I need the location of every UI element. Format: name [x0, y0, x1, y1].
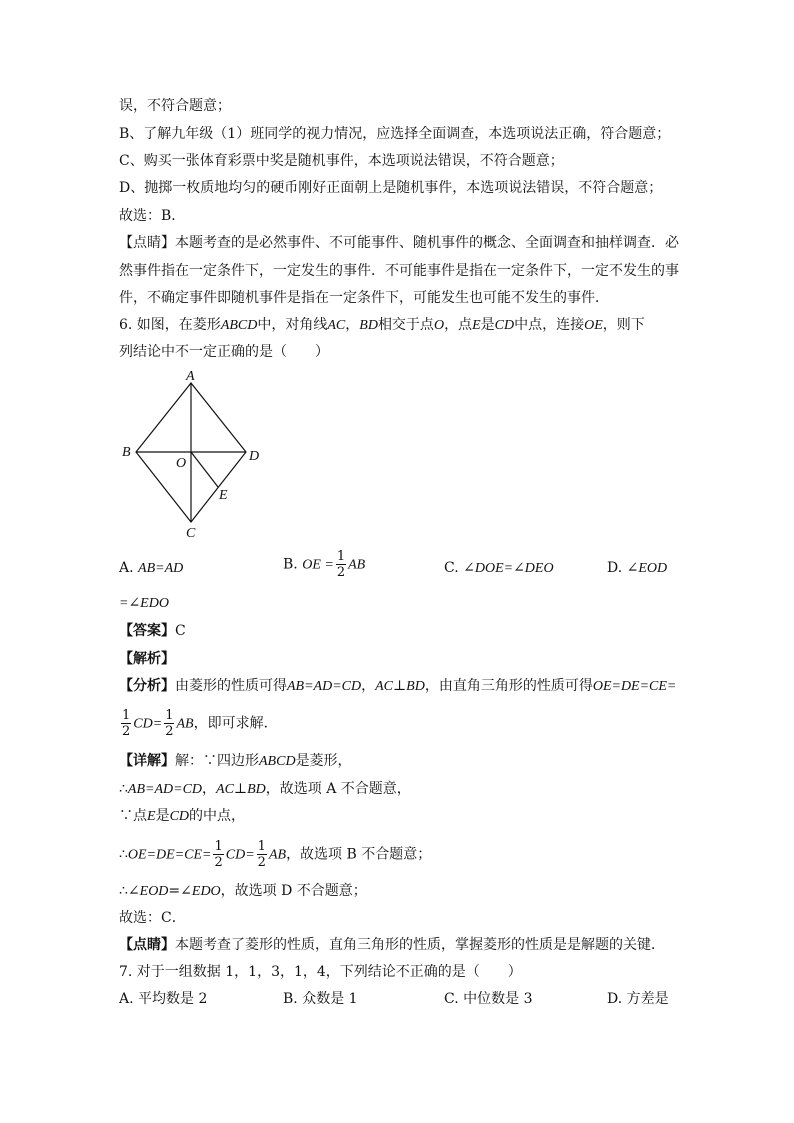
math: AB: [176, 716, 194, 732]
xiangjie-line-2: [119, 779, 411, 800]
option-b: [283, 550, 365, 579]
option-text: ∠EOD: [626, 561, 668, 576]
math: ABCD: [259, 754, 296, 769]
label-o: O: [176, 456, 187, 471]
xiangjie-line-3: [119, 806, 245, 827]
numerator: 1: [214, 839, 223, 854]
fraction: [213, 840, 223, 869]
label-d: D: [249, 449, 260, 464]
text: ，: [345, 317, 360, 333]
label-b: B: [122, 445, 131, 460]
option-text: AB=AD: [138, 561, 184, 576]
text: ∴: [119, 781, 128, 797]
text-line: D、抛掷一枚质地均匀的硬币刚好正面朝上是随机事件，本选项说法错误，不符合题意；: [119, 180, 663, 196]
text: ，故选项 D 不合题意；: [220, 883, 367, 899]
xiangjie-line-6: 故选：C．: [119, 910, 186, 926]
numerator: 1: [165, 708, 174, 723]
label-a: A: [186, 369, 195, 384]
text-line: C、购买一张体育彩票中奖是随机事件，本选项说法错误，不符合题意；: [119, 153, 564, 169]
text: ，故选项 B 不合题意；: [286, 846, 432, 863]
option-a: [119, 558, 183, 579]
analysis-tag: 【解析】: [119, 651, 175, 667]
denominator: 2: [165, 724, 174, 739]
math: O: [433, 318, 445, 333]
xiangjie-tag: 【详解】: [119, 753, 175, 769]
math: AB=AD=CD: [127, 782, 203, 797]
dianjing-line: [119, 935, 665, 955]
option-d-continued: =∠EDO: [119, 596, 169, 611]
denominator: 2: [257, 855, 266, 870]
xiangjie-line-1: [119, 751, 352, 772]
option-label: C.: [444, 560, 459, 576]
text: 6. 如图，在菱形: [119, 317, 221, 333]
text: ，: [202, 781, 217, 797]
text: 解：∵四边形: [175, 753, 259, 769]
text: ∴∠: [119, 883, 140, 899]
math: AC: [327, 318, 346, 333]
option-text: ∠DOE=∠DEO: [463, 561, 554, 576]
denominator: 2: [214, 855, 223, 870]
question-6-stem-2: 列结论中不一定正确的是（ ）: [119, 344, 329, 360]
rhombus-figure: [115, 365, 275, 545]
question-6-stem: [119, 315, 645, 336]
math: EDO: [191, 884, 221, 899]
math: ABCD: [220, 318, 258, 333]
question-7-stem: 7. 对于一组数据 1，1，3，1，4，下列结论不正确的是（ ）: [119, 964, 522, 980]
text: =∠: [168, 883, 192, 899]
text: ∵点: [119, 808, 147, 824]
numerator: 1: [257, 839, 266, 854]
fenxi-tag: 【分析】: [119, 678, 175, 694]
option-label: B.: [283, 556, 298, 573]
text: 中，对角线: [257, 317, 328, 333]
math: AC⊥BD: [375, 679, 425, 694]
text: ，由直角三角形的性质可得: [424, 678, 593, 694]
answer-value: C: [175, 623, 186, 639]
text: ，点: [444, 317, 473, 333]
math: CD=: [133, 716, 163, 732]
segment-oe: [191, 452, 218, 487]
answer-tag: 【答案】: [119, 623, 175, 639]
text: ∴: [119, 846, 128, 863]
text-line: 故选：B．: [119, 208, 186, 224]
math: OE=DE=CE=: [127, 847, 212, 863]
q7-option-d: D. 方差是: [607, 991, 669, 1007]
math: AC⊥BD: [216, 782, 266, 797]
q7-option-b: B. 众数是 1: [283, 991, 358, 1007]
text: 中点，连接: [514, 317, 585, 333]
option-text: OE =: [302, 557, 334, 573]
fraction: [336, 550, 346, 579]
label-c: C: [186, 526, 196, 541]
xiangjie-line-5: [119, 881, 367, 902]
text: 由菱形的性质可得: [175, 678, 287, 694]
fenxi-line-2: [119, 709, 278, 738]
q7-option-c: C. 中位数是 3: [444, 991, 533, 1007]
math: OE: [584, 318, 603, 333]
math: BD: [359, 318, 378, 333]
math: E: [472, 318, 481, 333]
text: 是: [155, 808, 170, 824]
text: ，则下: [602, 317, 645, 333]
math: E: [147, 809, 156, 824]
q7-option-a: A. 平均数是 2: [119, 991, 208, 1007]
text: ，即可求解．: [193, 715, 278, 732]
text: 是: [480, 317, 495, 333]
text: 是菱形，: [295, 753, 352, 769]
option-c: [444, 558, 554, 579]
text-line: 件，不确定事件即随机事件是指在一定条件下，可能发生也可能不发生的事件．: [119, 290, 609, 306]
fraction: [164, 709, 174, 738]
fenxi-line: [119, 676, 676, 697]
math: AB=AD=CD: [287, 679, 362, 694]
denominator: 2: [336, 565, 346, 580]
option-d: [607, 558, 667, 579]
text-line: 【点睛】本题考查的是必然事件、不可能事件、随机事件的概念、全面调查和抽样调查．必: [119, 235, 679, 251]
text-line: 然事件指在一定条件下，一定发生的事件．不可能事件是指在一定条件下，一定不发生的事: [119, 263, 679, 279]
text: 本题考查了菱形的性质，直角三角形的性质，掌握菱形的性质是是解题的关键．: [175, 937, 665, 953]
math: OE=DE=CE=: [592, 679, 677, 694]
text-line: 误，不符合题意；: [119, 98, 231, 114]
math: CD: [169, 809, 190, 824]
option-label: D.: [607, 560, 623, 576]
xiangjie-line-4: [119, 840, 431, 869]
text: 相交于点: [377, 317, 434, 333]
text: 的中点，: [189, 808, 246, 824]
text: ，故选项 A 不合题意，: [265, 781, 411, 797]
denominator: 2: [122, 724, 131, 739]
option-label: A.: [119, 560, 134, 576]
numerator: 1: [122, 708, 131, 723]
label-e: E: [219, 488, 228, 503]
numerator: 1: [336, 549, 346, 564]
answer-line: [119, 621, 186, 641]
option-text: AB: [348, 557, 366, 573]
fraction: [121, 709, 131, 738]
math: AB: [268, 847, 287, 863]
math: CD: [494, 318, 515, 333]
math: EOD: [139, 884, 169, 899]
text: ，: [361, 678, 376, 694]
fraction: [257, 840, 267, 869]
text-line: B、了解九年级（1）班同学的视力情况，应选择全面调查，本选项说法正确，符合题意；: [119, 126, 671, 142]
dianjing-tag: 【点睛】: [119, 937, 175, 953]
math: CD=: [225, 847, 255, 863]
